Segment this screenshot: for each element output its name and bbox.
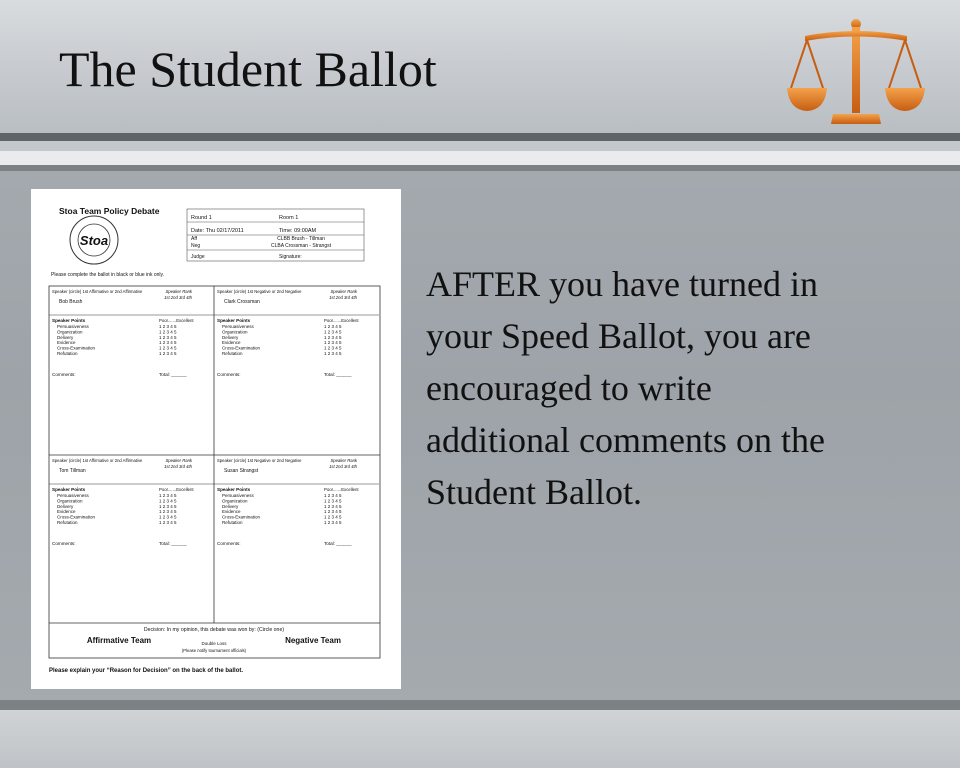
- points-category-label: Cross-Examination: [57, 514, 96, 520]
- speaker-rank-label: Speaker Rank: [165, 458, 192, 463]
- points-scale-header: Poor.......Excellent: [159, 487, 194, 492]
- seal-text: Stoa: [79, 233, 109, 248]
- points-scale-numbers: 1 2 3 4 5: [324, 340, 342, 346]
- points-scale-numbers: 1 2 3 4 5: [159, 514, 177, 520]
- speaker-ranks: 1st 2nd 3rd 4th: [164, 295, 192, 300]
- scales-of-justice-icon: [785, 18, 927, 128]
- points-category-label: Organization: [222, 329, 248, 335]
- comments-label: Comments:: [217, 541, 241, 546]
- points-category-label: Cross-Examination: [222, 345, 261, 351]
- points-scale-numbers: 1 2 3 4 5: [324, 520, 342, 525]
- body-line: your Speed Ballot, you are: [426, 316, 811, 356]
- points-category-label: Persuasiveness: [222, 493, 254, 498]
- speaker-name: Susan Strangst: [224, 468, 259, 474]
- stoa-seal-icon: [70, 216, 118, 264]
- points-category-label: Persuasiveness: [57, 324, 89, 329]
- negative-team-label: Negative Team: [285, 636, 341, 645]
- speaker-rank-label: Speaker Rank: [330, 458, 357, 463]
- points-scale-numbers: 1 2 3 4 5: [324, 329, 342, 335]
- points-scale-numbers: 1 2 3 4 5: [159, 520, 177, 525]
- comments-label: Comments:: [217, 372, 241, 377]
- speaker-name: Bob Brush: [59, 299, 83, 305]
- points-category-label: Evidence: [57, 509, 76, 515]
- points-category-label: Organization: [222, 498, 248, 504]
- points-category-label: Evidence: [222, 509, 241, 515]
- comments-label: Comments:: [52, 372, 76, 377]
- points-category-label: Evidence: [222, 340, 241, 346]
- speaker-name: Clark Crossman: [224, 299, 260, 305]
- points-scale-numbers: 1 2 3 4 5: [159, 503, 177, 509]
- points-scale-numbers: 1 2 3 4 5: [324, 509, 342, 515]
- slide-body-text: [426, 258, 926, 518]
- points-scale-numbers: 1 2 3 4 5: [324, 493, 342, 498]
- total-label: Total: ______: [159, 372, 187, 377]
- speaker-role-text: Speaker (circle) 1st Negative or 2nd Negative: [217, 289, 302, 294]
- speaker-points-header: Speaker Points: [52, 318, 86, 323]
- points-scale-header: Poor.......Excellent: [159, 318, 194, 323]
- body-line: AFTER you have turned in: [426, 264, 818, 304]
- header-divider: [0, 141, 960, 151]
- header-divider: [0, 133, 960, 141]
- speaker-rank-label: Speaker Rank: [165, 289, 192, 294]
- reason-for-decision-text: Please explain your “Reason for Decision” on the back of the ballot.: [49, 668, 244, 674]
- speaker-role-text: Speaker (circle) 1st Affirmative or 2nd Affirmative: [52, 458, 143, 463]
- points-category-label: Refutation: [222, 351, 243, 356]
- points-scale-numbers: 1 2 3 4 5: [324, 334, 342, 340]
- points-scale-numbers: 1 2 3 4 5: [159, 493, 177, 498]
- points-category-label: Evidence: [57, 340, 76, 346]
- ballot-judge: Judge: [191, 254, 205, 260]
- points-scale-numbers: 1 2 3 4 5: [159, 345, 177, 351]
- points-category-label: Delivery: [57, 334, 74, 340]
- header-divider: [0, 165, 960, 171]
- points-scale-header: Poor.......Excellent: [324, 487, 359, 492]
- decision-text: Decision: In my opinion, this debate was won by: (Circle one): [143, 627, 285, 633]
- footer-band: [0, 710, 960, 768]
- ballot-room: Room 1: [279, 215, 299, 221]
- ballot-neg-label: Neg: [191, 243, 201, 249]
- speaker-points-header: Speaker Points: [217, 318, 251, 323]
- points-category-label: Persuasiveness: [222, 324, 254, 329]
- ballot-round: Round 1: [191, 215, 212, 221]
- points-category-label: Delivery: [222, 503, 239, 509]
- body-line: Student Ballot.: [426, 472, 642, 512]
- ballot-heading: Stoa Team Policy Debate: [59, 206, 160, 216]
- points-scale-numbers: 1 2 3 4 5: [324, 498, 342, 504]
- points-scale-numbers: 1 2 3 4 5: [324, 345, 342, 351]
- body-line: encouraged to write: [426, 368, 712, 408]
- double-loss-note: (Please notify tournament officials): [181, 648, 247, 653]
- points-scale-numbers: 1 2 3 4 5: [159, 329, 177, 335]
- points-scale-numbers: 1 2 3 4 5: [159, 509, 177, 515]
- points-category-label: Persuasiveness: [57, 493, 89, 498]
- points-category-label: Organization: [57, 498, 83, 504]
- ballot-aff-team: CLBB Brush - Tillman: [277, 236, 325, 242]
- speaker-points-header: Speaker Points: [52, 487, 86, 492]
- points-category-label: Cross-Examination: [57, 345, 96, 351]
- points-scale-header: Poor.......Excellent: [324, 318, 359, 323]
- points-category-label: Refutation: [222, 520, 243, 525]
- ballot-header-table: [187, 209, 364, 261]
- points-category-label: Delivery: [222, 334, 239, 340]
- student-ballot-image: [31, 189, 401, 689]
- points-scale-numbers: 1 2 3 4 5: [159, 498, 177, 504]
- speaker-points-header: Speaker Points: [217, 487, 251, 492]
- speaker-ranks: 1st 2nd 3rd 4th: [164, 464, 192, 469]
- speaker-role-text: Speaker (circle) 1st Affirmative or 2nd Affirmative: [52, 289, 143, 294]
- speaker-role-text: Speaker (circle) 1st Negative or 2nd Negative: [217, 458, 302, 463]
- total-label: Total: ______: [159, 541, 187, 546]
- ballot-neg-team: CLBA Crossman - Strangst: [270, 243, 332, 249]
- points-scale-numbers: 1 2 3 4 5: [159, 334, 177, 340]
- points-category-label: Cross-Examination: [222, 514, 261, 520]
- slide-title: The Student Ballot: [59, 41, 437, 97]
- total-label: Total: ______: [324, 372, 352, 377]
- header-divider: [0, 151, 960, 165]
- points-category-label: Refutation: [57, 351, 78, 356]
- points-scale-numbers: 1 2 3 4 5: [324, 324, 342, 329]
- speaker-ranks: 1st 2nd 3rd 4th: [329, 295, 357, 300]
- points-scale-numbers: 1 2 3 4 5: [324, 514, 342, 520]
- speaker-ranks: 1st 2nd 3rd 4th: [329, 464, 357, 469]
- speaker-name: Tom Tillman: [59, 468, 86, 474]
- points-category-label: Organization: [57, 329, 83, 335]
- points-scale-numbers: 1 2 3 4 5: [159, 351, 177, 356]
- double-loss-label: Double Loss: [201, 641, 227, 646]
- points-scale-numbers: 1 2 3 4 5: [324, 503, 342, 509]
- points-category-label: Delivery: [57, 503, 74, 509]
- points-scale-numbers: 1 2 3 4 5: [159, 324, 177, 329]
- points-scale-numbers: 1 2 3 4 5: [324, 351, 342, 356]
- speaker-rank-label: Speaker Rank: [330, 289, 357, 294]
- body-line: additional comments on the: [426, 420, 825, 460]
- ballot-date: Date: Thu 02/17/2011: [191, 228, 244, 234]
- points-category-label: Refutation: [57, 520, 78, 525]
- affirmative-team-label: Affirmative Team: [86, 636, 152, 645]
- ballot-aff-label: Aff: [191, 236, 198, 242]
- total-label: Total: ______: [324, 541, 352, 546]
- ballot-signature: Signature:: [279, 254, 302, 260]
- footer-divider: [0, 700, 960, 710]
- ballot-time: Time: 09:00AM: [279, 228, 317, 234]
- points-scale-numbers: 1 2 3 4 5: [159, 340, 177, 346]
- ballot-instructions: Please complete the ballot in black or blue ink only.: [51, 272, 165, 278]
- comments-label: Comments:: [52, 541, 76, 546]
